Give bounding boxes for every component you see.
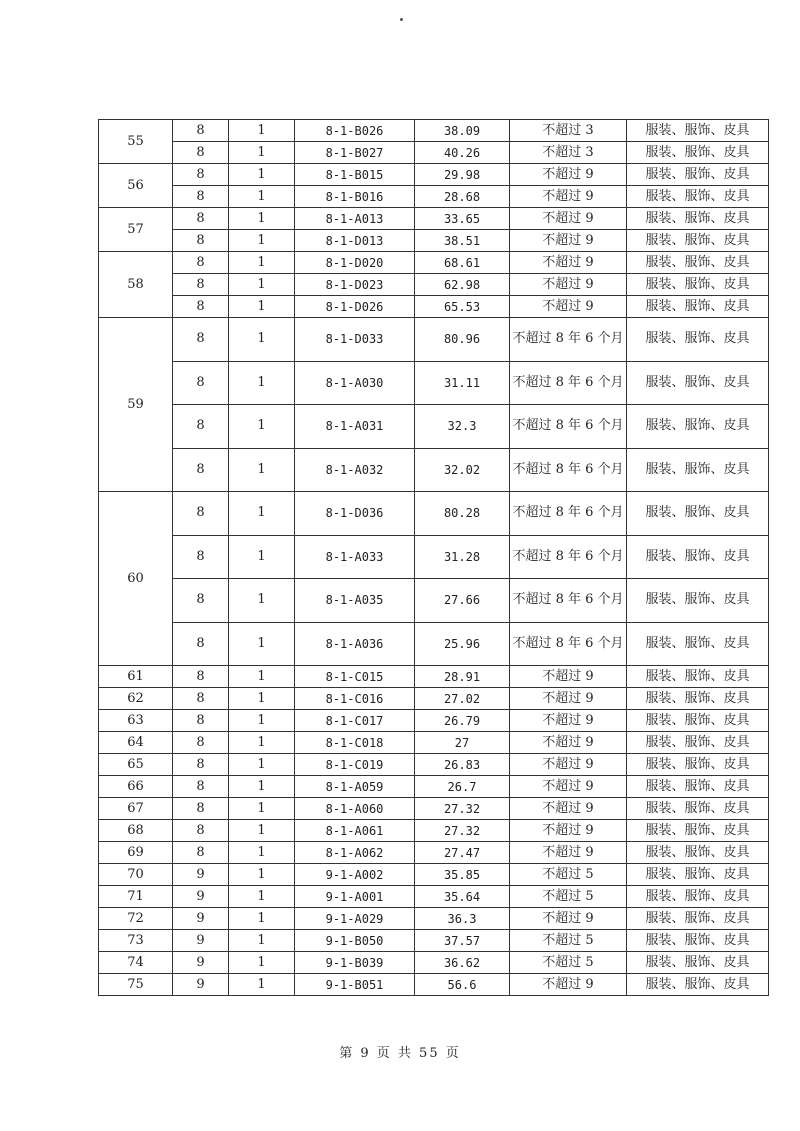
col-b-cell: 1 [229, 886, 295, 908]
usage-cell: 服装、服饰、皮具 [627, 142, 769, 164]
col-b-cell: 1 [229, 120, 295, 142]
term-cell: 不超过 8 年 6 个月 [510, 579, 627, 623]
col-b-cell: 1 [229, 186, 295, 208]
col-b-cell: 1 [229, 842, 295, 864]
row-number: 68 [99, 820, 173, 842]
col-b-cell: 1 [229, 296, 295, 318]
col-b-cell: 1 [229, 318, 295, 362]
unit-code-cell: 8-1-A030 [295, 361, 415, 405]
area-cell: 80.96 [415, 318, 510, 362]
col-b-cell: 1 [229, 361, 295, 405]
usage-cell: 服装、服饰、皮具 [627, 908, 769, 930]
usage-cell: 服装、服饰、皮具 [627, 710, 769, 732]
usage-cell: 服装、服饰、皮具 [627, 732, 769, 754]
unit-code-cell: 9-1-A001 [295, 886, 415, 908]
area-cell: 26.79 [415, 710, 510, 732]
page-footer: 第 9 页 共 55 页 [339, 1046, 461, 1061]
usage-cell: 服装、服饰、皮具 [627, 230, 769, 252]
col-a-cell: 8 [173, 688, 229, 710]
term-cell: 不超过 9 [510, 820, 627, 842]
term-cell: 不超过 9 [510, 710, 627, 732]
row-number: 74 [99, 952, 173, 974]
col-b-cell: 1 [229, 405, 295, 449]
unit-code-cell: 8-1-C019 [295, 754, 415, 776]
row-number: 60 [99, 492, 173, 666]
area-cell: 27.32 [415, 820, 510, 842]
table-row [99, 688, 769, 710]
usage-cell: 服装、服饰、皮具 [627, 754, 769, 776]
col-b-cell: 1 [229, 952, 295, 974]
area-cell: 26.83 [415, 754, 510, 776]
table-row [99, 296, 769, 318]
area-cell: 28.91 [415, 666, 510, 688]
table-row [99, 930, 769, 952]
col-a-cell: 8 [173, 448, 229, 492]
usage-cell: 服装、服饰、皮具 [627, 318, 769, 362]
col-a-cell: 8 [173, 208, 229, 230]
term-cell: 不超过 9 [510, 274, 627, 296]
area-cell: 28.68 [415, 186, 510, 208]
col-b-cell: 1 [229, 710, 295, 732]
unit-code-cell: 9-1-A002 [295, 864, 415, 886]
col-b-cell: 1 [229, 274, 295, 296]
term-cell: 不超过 8 年 6 个月 [510, 492, 627, 536]
term-cell: 不超过 3 [510, 120, 627, 142]
area-cell: 35.85 [415, 864, 510, 886]
table-row [99, 492, 769, 536]
table-row [99, 164, 769, 186]
row-number: 71 [99, 886, 173, 908]
col-b-cell: 1 [229, 492, 295, 536]
area-cell: 27.66 [415, 579, 510, 623]
col-a-cell: 8 [173, 142, 229, 164]
table-row [99, 776, 769, 798]
usage-cell: 服装、服饰、皮具 [627, 622, 769, 666]
usage-cell: 服装、服饰、皮具 [627, 164, 769, 186]
table-row [99, 448, 769, 492]
row-number: 59 [99, 318, 173, 492]
col-b-cell: 1 [229, 908, 295, 930]
col-a-cell: 8 [173, 710, 229, 732]
col-b-cell: 1 [229, 622, 295, 666]
col-b-cell: 1 [229, 579, 295, 623]
unit-code-cell: 8-1-C018 [295, 732, 415, 754]
term-cell: 不超过 9 [510, 776, 627, 798]
usage-cell: 服装、服饰、皮具 [627, 296, 769, 318]
unit-code-cell: 9-1-A029 [295, 908, 415, 930]
term-cell: 不超过 8 年 6 个月 [510, 318, 627, 362]
col-a-cell: 9 [173, 864, 229, 886]
table-row [99, 318, 769, 362]
col-a-cell: 8 [173, 405, 229, 449]
col-a-cell: 9 [173, 952, 229, 974]
term-cell: 不超过 9 [510, 974, 627, 996]
term-cell: 不超过 8 年 6 个月 [510, 622, 627, 666]
area-cell: 35.64 [415, 886, 510, 908]
area-cell: 38.09 [415, 120, 510, 142]
usage-cell: 服装、服饰、皮具 [627, 186, 769, 208]
table-row [99, 732, 769, 754]
row-number: 64 [99, 732, 173, 754]
usage-cell: 服装、服饰、皮具 [627, 820, 769, 842]
col-b-cell: 1 [229, 535, 295, 579]
col-a-cell: 8 [173, 318, 229, 362]
table-row [99, 230, 769, 252]
col-b-cell: 1 [229, 930, 295, 952]
col-a-cell: 8 [173, 296, 229, 318]
area-cell: 27.47 [415, 842, 510, 864]
usage-cell: 服装、服饰、皮具 [627, 666, 769, 688]
col-b-cell: 1 [229, 732, 295, 754]
area-cell: 27 [415, 732, 510, 754]
term-cell: 不超过 9 [510, 732, 627, 754]
unit-code-cell: 8-1-D033 [295, 318, 415, 362]
unit-code-cell: 8-1-A013 [295, 208, 415, 230]
row-number: 56 [99, 164, 173, 208]
unit-code-cell: 8-1-D036 [295, 492, 415, 536]
term-cell: 不超过 9 [510, 908, 627, 930]
col-a-cell: 8 [173, 252, 229, 274]
area-cell: 38.51 [415, 230, 510, 252]
row-number: 72 [99, 908, 173, 930]
table-row [99, 798, 769, 820]
term-cell: 不超过 5 [510, 886, 627, 908]
table-row [99, 579, 769, 623]
usage-cell: 服装、服饰、皮具 [627, 274, 769, 296]
table-row [99, 535, 769, 579]
table-row [99, 274, 769, 296]
col-b-cell: 1 [229, 798, 295, 820]
col-a-cell: 8 [173, 754, 229, 776]
term-cell: 不超过 8 年 6 个月 [510, 361, 627, 405]
row-number: 63 [99, 710, 173, 732]
col-a-cell: 8 [173, 666, 229, 688]
term-cell: 不超过 9 [510, 252, 627, 274]
col-a-cell: 8 [173, 535, 229, 579]
row-number: 73 [99, 930, 173, 952]
usage-cell: 服装、服饰、皮具 [627, 208, 769, 230]
usage-cell: 服装、服饰、皮具 [627, 798, 769, 820]
unit-code-cell: 9-1-B039 [295, 952, 415, 974]
term-cell: 不超过 9 [510, 186, 627, 208]
usage-cell: 服装、服饰、皮具 [627, 252, 769, 274]
table-row [99, 754, 769, 776]
row-number: 70 [99, 864, 173, 886]
usage-cell: 服装、服饰、皮具 [627, 864, 769, 886]
usage-cell: 服装、服饰、皮具 [627, 974, 769, 996]
col-b-cell: 1 [229, 142, 295, 164]
col-a-cell: 8 [173, 186, 229, 208]
unit-code-cell: 8-1-A060 [295, 798, 415, 820]
row-number: 66 [99, 776, 173, 798]
term-cell: 不超过 9 [510, 666, 627, 688]
col-b-cell: 1 [229, 754, 295, 776]
term-cell: 不超过 9 [510, 230, 627, 252]
area-cell: 36.62 [415, 952, 510, 974]
row-number: 69 [99, 842, 173, 864]
usage-cell: 服装、服饰、皮具 [627, 535, 769, 579]
area-cell: 31.11 [415, 361, 510, 405]
term-cell: 不超过 9 [510, 208, 627, 230]
area-cell: 29.98 [415, 164, 510, 186]
table-row [99, 622, 769, 666]
table-row [99, 974, 769, 996]
term-cell: 不超过 9 [510, 688, 627, 710]
table-row [99, 886, 769, 908]
unit-code-cell: 8-1-C015 [295, 666, 415, 688]
term-cell: 不超过 9 [510, 164, 627, 186]
table-row [99, 820, 769, 842]
row-number: 55 [99, 120, 173, 164]
area-cell: 80.28 [415, 492, 510, 536]
area-cell: 32.3 [415, 405, 510, 449]
unit-code-cell: 8-1-A062 [295, 842, 415, 864]
col-b-cell: 1 [229, 688, 295, 710]
col-a-cell: 8 [173, 120, 229, 142]
unit-code-cell: 8-1-B016 [295, 186, 415, 208]
col-a-cell: 8 [173, 361, 229, 405]
table-row [99, 710, 769, 732]
term-cell: 不超过 8 年 6 个月 [510, 405, 627, 449]
col-b-cell: 1 [229, 666, 295, 688]
area-cell: 25.96 [415, 622, 510, 666]
unit-code-cell: 8-1-C017 [295, 710, 415, 732]
col-a-cell: 8 [173, 622, 229, 666]
usage-cell: 服装、服饰、皮具 [627, 405, 769, 449]
usage-cell: 服装、服饰、皮具 [627, 361, 769, 405]
unit-code-cell: 8-1-A032 [295, 448, 415, 492]
col-a-cell: 8 [173, 492, 229, 536]
area-cell: 65.53 [415, 296, 510, 318]
unit-code-cell: 8-1-A061 [295, 820, 415, 842]
area-cell: 27.02 [415, 688, 510, 710]
table-row [99, 952, 769, 974]
col-b-cell: 1 [229, 974, 295, 996]
col-b-cell: 1 [229, 164, 295, 186]
usage-cell: 服装、服饰、皮具 [627, 579, 769, 623]
table-row [99, 666, 769, 688]
term-cell: 不超过 5 [510, 864, 627, 886]
table-row [99, 252, 769, 274]
col-a-cell: 9 [173, 930, 229, 952]
col-a-cell: 9 [173, 974, 229, 996]
unit-code-cell: 8-1-D023 [295, 274, 415, 296]
col-b-cell: 1 [229, 776, 295, 798]
col-a-cell: 8 [173, 776, 229, 798]
col-b-cell: 1 [229, 820, 295, 842]
table-row [99, 186, 769, 208]
area-cell: 32.02 [415, 448, 510, 492]
area-cell: 27.32 [415, 798, 510, 820]
unit-code-cell: 9-1-B050 [295, 930, 415, 952]
unit-code-cell: 8-1-A036 [295, 622, 415, 666]
area-cell: 56.6 [415, 974, 510, 996]
table-row [99, 842, 769, 864]
area-cell: 33.65 [415, 208, 510, 230]
usage-cell: 服装、服饰、皮具 [627, 842, 769, 864]
area-cell: 68.61 [415, 252, 510, 274]
usage-cell: 服装、服饰、皮具 [627, 930, 769, 952]
table-row [99, 864, 769, 886]
col-a-cell: 8 [173, 798, 229, 820]
unit-code-cell: 8-1-D026 [295, 296, 415, 318]
term-cell: 不超过 9 [510, 754, 627, 776]
col-a-cell: 9 [173, 908, 229, 930]
unit-code-cell: 8-1-A033 [295, 535, 415, 579]
col-b-cell: 1 [229, 208, 295, 230]
term-cell: 不超过 9 [510, 798, 627, 820]
usage-cell: 服装、服饰、皮具 [627, 492, 769, 536]
col-a-cell: 8 [173, 230, 229, 252]
col-b-cell: 1 [229, 252, 295, 274]
area-cell: 26.7 [415, 776, 510, 798]
table-row [99, 361, 769, 405]
table-row [99, 908, 769, 930]
unit-code-cell: 9-1-B051 [295, 974, 415, 996]
table-row [99, 142, 769, 164]
area-cell: 40.26 [415, 142, 510, 164]
col-a-cell: 8 [173, 164, 229, 186]
row-number: 75 [99, 974, 173, 996]
unit-code-cell: 8-1-B027 [295, 142, 415, 164]
row-number: 67 [99, 798, 173, 820]
usage-cell: 服装、服饰、皮具 [627, 776, 769, 798]
row-number: 65 [99, 754, 173, 776]
col-a-cell: 8 [173, 579, 229, 623]
row-number: 57 [99, 208, 173, 252]
unit-code-cell: 8-1-A059 [295, 776, 415, 798]
usage-cell: 服装、服饰、皮具 [627, 952, 769, 974]
lease-table [98, 119, 769, 996]
row-number: 58 [99, 252, 173, 318]
usage-cell: 服装、服饰、皮具 [627, 886, 769, 908]
term-cell: 不超过 5 [510, 952, 627, 974]
scan-speck [400, 18, 403, 21]
area-cell: 62.98 [415, 274, 510, 296]
unit-code-cell: 8-1-D020 [295, 252, 415, 274]
area-cell: 31.28 [415, 535, 510, 579]
unit-code-cell: 8-1-C016 [295, 688, 415, 710]
table-body [99, 120, 769, 996]
table-row [99, 120, 769, 142]
row-number: 62 [99, 688, 173, 710]
col-a-cell: 8 [173, 732, 229, 754]
term-cell: 不超过 9 [510, 842, 627, 864]
area-cell: 37.57 [415, 930, 510, 952]
area-cell: 36.3 [415, 908, 510, 930]
col-b-cell: 1 [229, 864, 295, 886]
row-number: 61 [99, 666, 173, 688]
unit-code-cell: 8-1-B015 [295, 164, 415, 186]
col-a-cell: 8 [173, 274, 229, 296]
term-cell: 不超过 9 [510, 296, 627, 318]
usage-cell: 服装、服饰、皮具 [627, 120, 769, 142]
col-a-cell: 9 [173, 886, 229, 908]
usage-cell: 服装、服饰、皮具 [627, 688, 769, 710]
col-a-cell: 8 [173, 842, 229, 864]
table-row [99, 208, 769, 230]
unit-code-cell: 8-1-A035 [295, 579, 415, 623]
table-row [99, 405, 769, 449]
usage-cell: 服装、服饰、皮具 [627, 448, 769, 492]
term-cell: 不超过 3 [510, 142, 627, 164]
unit-code-cell: 8-1-D013 [295, 230, 415, 252]
term-cell: 不超过 8 年 6 个月 [510, 448, 627, 492]
unit-code-cell: 8-1-A031 [295, 405, 415, 449]
unit-code-cell: 8-1-B026 [295, 120, 415, 142]
term-cell: 不超过 8 年 6 个月 [510, 535, 627, 579]
col-a-cell: 8 [173, 820, 229, 842]
col-b-cell: 1 [229, 448, 295, 492]
term-cell: 不超过 5 [510, 930, 627, 952]
col-b-cell: 1 [229, 230, 295, 252]
